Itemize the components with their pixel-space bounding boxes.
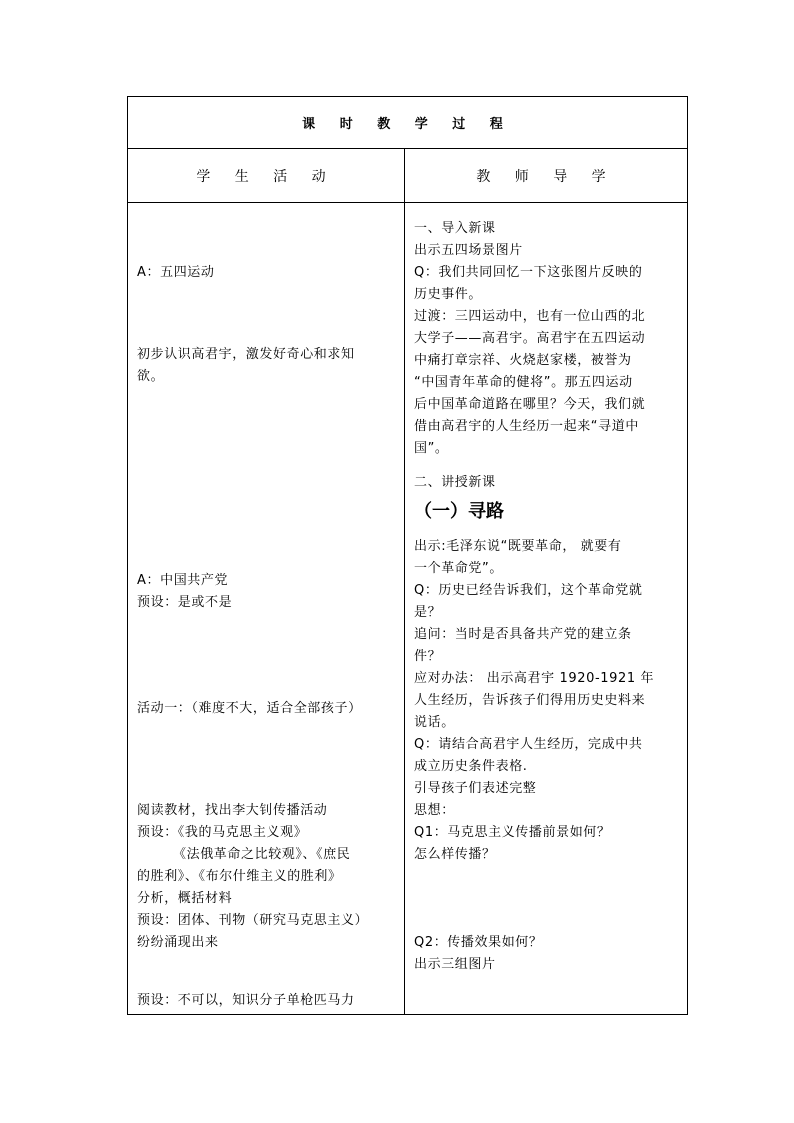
teacher-line: 历史事件。 bbox=[414, 287, 483, 302]
student-line: 预设：《我的马克思主义观》 bbox=[137, 825, 308, 840]
student-line: A：中国共产党 bbox=[137, 573, 229, 588]
teacher-line: Q1：马克思主义传播前景如何？ bbox=[414, 825, 611, 840]
student-line: A：五四运动 bbox=[137, 265, 215, 280]
teacher-line: Q：我们共同回忆一下这张图片反映的 bbox=[414, 265, 643, 280]
teacher-line: 思想： bbox=[414, 803, 455, 818]
teacher-line: Q：请结合高君宇人生经历，完成中共 bbox=[414, 737, 643, 752]
student-line: 预设：不可以，知识分子单枪匹马力 bbox=[137, 993, 355, 1008]
teacher-line: 大学子——高君宇。高君宇在五四运动 bbox=[414, 331, 646, 346]
teacher-line: 国”。 bbox=[414, 441, 449, 456]
teacher-line: 追问：当时是否具备共产党的建立条 bbox=[414, 627, 632, 642]
section-heading: （一）寻路 bbox=[414, 501, 504, 522]
teacher-line: 怎么样传播？ bbox=[414, 847, 496, 862]
teacher-line: 借由高君宇的人生经历一起来“寻道中 bbox=[414, 419, 639, 434]
teacher-line: 出示:毛泽东说“既要革命， 就要有 bbox=[414, 539, 622, 554]
table-title: 课 时 教 学 过 程 bbox=[128, 97, 687, 149]
teacher-line: 二、讲授新课 bbox=[414, 475, 496, 490]
student-line: 预设：团体、刊物（研究马克思主义） bbox=[137, 913, 369, 928]
teacher-line: 一、导入新课 bbox=[414, 221, 496, 236]
teacher-line: 出示五四场景图片 bbox=[414, 243, 523, 258]
student-line: 活动一：（难度不大，适合全部孩子） bbox=[137, 701, 362, 716]
student-line: 《法俄革命之比较观》、《庶民 bbox=[173, 847, 351, 862]
teacher-line: 出示三组图片 bbox=[414, 957, 496, 972]
student-line: 纷纷涌现出来 bbox=[137, 935, 219, 950]
teacher-line: Q：历史已经告诉我们，这个革命党就 bbox=[414, 583, 643, 598]
teacher-line: 是？ bbox=[414, 605, 442, 620]
teacher-line: “中国青年革命的健将”。那五四运动 bbox=[414, 375, 633, 390]
teacher-line: 引导孩子们表述完整 bbox=[414, 781, 537, 796]
teacher-line: Q2：传播效果如何？ bbox=[414, 935, 543, 950]
header-student-activity: 学 生 活 动 bbox=[128, 149, 405, 202]
header-teacher-guidance: 教 师 导 学 bbox=[476, 168, 616, 185]
student-line: 阅读教材，找出李大钊传播活动 bbox=[137, 803, 328, 818]
table-header-row bbox=[128, 149, 687, 203]
teacher-line: 说话。 bbox=[414, 715, 455, 730]
teacher-line: 后中国革命道路在哪里？今天，我们就 bbox=[414, 397, 646, 412]
student-line: 初步认识高君宇，激发好奇心和求知 bbox=[137, 347, 355, 362]
teacher-guidance-column bbox=[405, 202, 687, 1014]
student-activity-column bbox=[128, 202, 404, 1014]
teacher-line: 一个革命党”。 bbox=[414, 561, 503, 576]
lesson-process-table bbox=[127, 96, 688, 1015]
student-line: 预设：是或不是 bbox=[137, 595, 233, 610]
student-line: 分析，概括材料 bbox=[137, 891, 233, 906]
teacher-line: 中痛打章宗祥、火烧赵家楼，被誉为 bbox=[414, 353, 632, 368]
teacher-line: 应对办法： 出示高君宇 1920-1921 年 bbox=[414, 671, 655, 686]
student-line: 欲。 bbox=[137, 369, 165, 384]
teacher-line: 成立历史条件表格. bbox=[414, 759, 528, 774]
student-line: 的胜利》、《布尔什维主义的胜利》 bbox=[137, 869, 342, 884]
teacher-line: 过渡：三四运动中，也有一位山西的北 bbox=[414, 309, 646, 324]
teacher-line: 件？ bbox=[414, 649, 442, 664]
teacher-line: 人生经历，告诉孩子们得用历史史料来 bbox=[414, 693, 646, 708]
